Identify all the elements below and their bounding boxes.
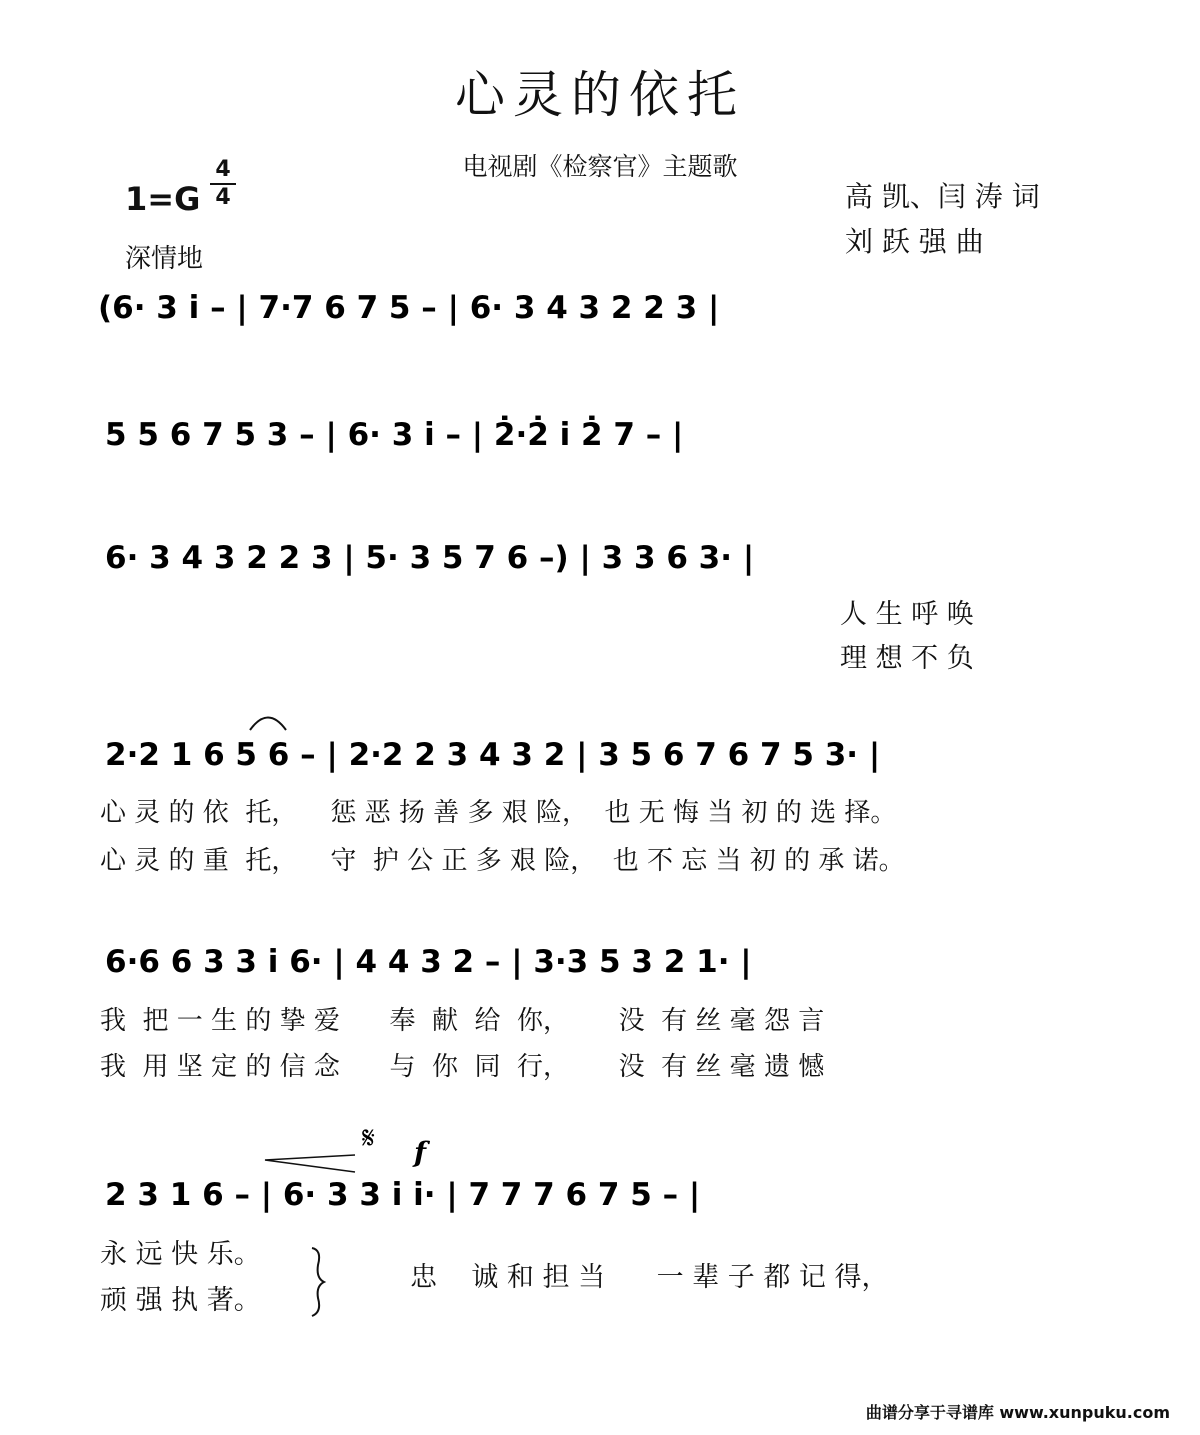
key-signature: 1=G [125, 180, 201, 218]
system-5 [105, 944, 752, 980]
notes-system-5: 6·6 6 3 3 i̇ 6· | 4 4 3 2 – | 3·3 5 3 2 1· | [105, 944, 752, 980]
notation-system-1 [98, 290, 719, 326]
notation-system-3 [105, 540, 754, 576]
tempo-marking: 深情地 [125, 244, 204, 274]
lyric-line: 心 灵 的 依 托， 惩 恶 扬 善 多 艰 险， 也 无 悔 当 初 的 选 择。 [100, 798, 897, 828]
lyric-line: 顽 强 执 著。 [100, 1285, 261, 1316]
lyric-line: 心 灵 的 重 托， 守 护 公 正 多 艰 险， 也 不 忘 当 初 的 承 诺。 [100, 846, 905, 876]
notation-system-2 [105, 415, 683, 453]
time-signature-bottom: 4 [215, 185, 231, 210]
song-subtitle: 电视剧《检察官》主题歌 [462, 152, 738, 181]
verse-brace [312, 1248, 324, 1316]
lyric-line: 我 把 一 生 的 挚 爱 奉 献 给 你， 没 有 丝 毫 怨 言 [100, 1006, 825, 1036]
chorus-lyric-line: 忠 诚 和 担 当 一 辈 子 都 记 得， [410, 1262, 889, 1293]
source-footer: 曲谱分享于寻谱库 www.xunpuku.com [865, 1403, 1170, 1422]
song-title: 心灵的依托 [455, 66, 745, 124]
lyric-line: 人 生 呼 唤 [840, 599, 974, 630]
composer-credit: 刘 跃 强 曲 [845, 225, 984, 258]
notes-system-3: 6· 3 4 3 2 2 3 | 5· 3 5 7 6 –) | 3 3 6 3· | [105, 540, 755, 576]
notation-system-4 [105, 737, 880, 773]
notes-system-6: 2 3 1 6 – | 6· 3 3 i̇ i̇· | 7 7 7 6 7 5 – | [105, 1177, 701, 1213]
notes-system-4: 2·2 1 6 5 6 – | 2·2 2 3 4 3 2 | 3 5 6 7 6 7 5 3· | [105, 737, 881, 773]
decrescendo-mark [265, 1155, 355, 1172]
lyric-line: 永 远 快 乐。 [100, 1239, 261, 1270]
fermata-mark [250, 718, 286, 731]
notes-system-2: 5 5 6 7 5 3 – | 6· 3 i̇ – | 2̇·2̇ i̇ 2̇ 7 – | [105, 417, 684, 453]
lyric-line: 我 用 坚 定 的 信 念 与 你 同 行， 没 有 丝 毫 遗 憾 [100, 1052, 825, 1082]
notation-system-6 [105, 1177, 700, 1213]
time-signature-top: 4 [215, 157, 231, 182]
notation-system-5 [105, 944, 752, 980]
system-1 [98, 290, 719, 326]
system-3 [105, 540, 754, 576]
lyric-line: 理 想 不 负 [840, 643, 974, 674]
dynamic-forte: f [414, 1136, 427, 1169]
notes-system-1: (6· 3 i̇ – | 7·7 6 7 5 – | 6· 3 4 3 2 2 3 | [98, 290, 720, 326]
system-4 [105, 718, 880, 774]
lyricist-credit: 高 凯、闫 涛 词 [845, 180, 1040, 213]
segno-icon: 𝄋 [362, 1121, 375, 1156]
system-2 [105, 415, 683, 453]
